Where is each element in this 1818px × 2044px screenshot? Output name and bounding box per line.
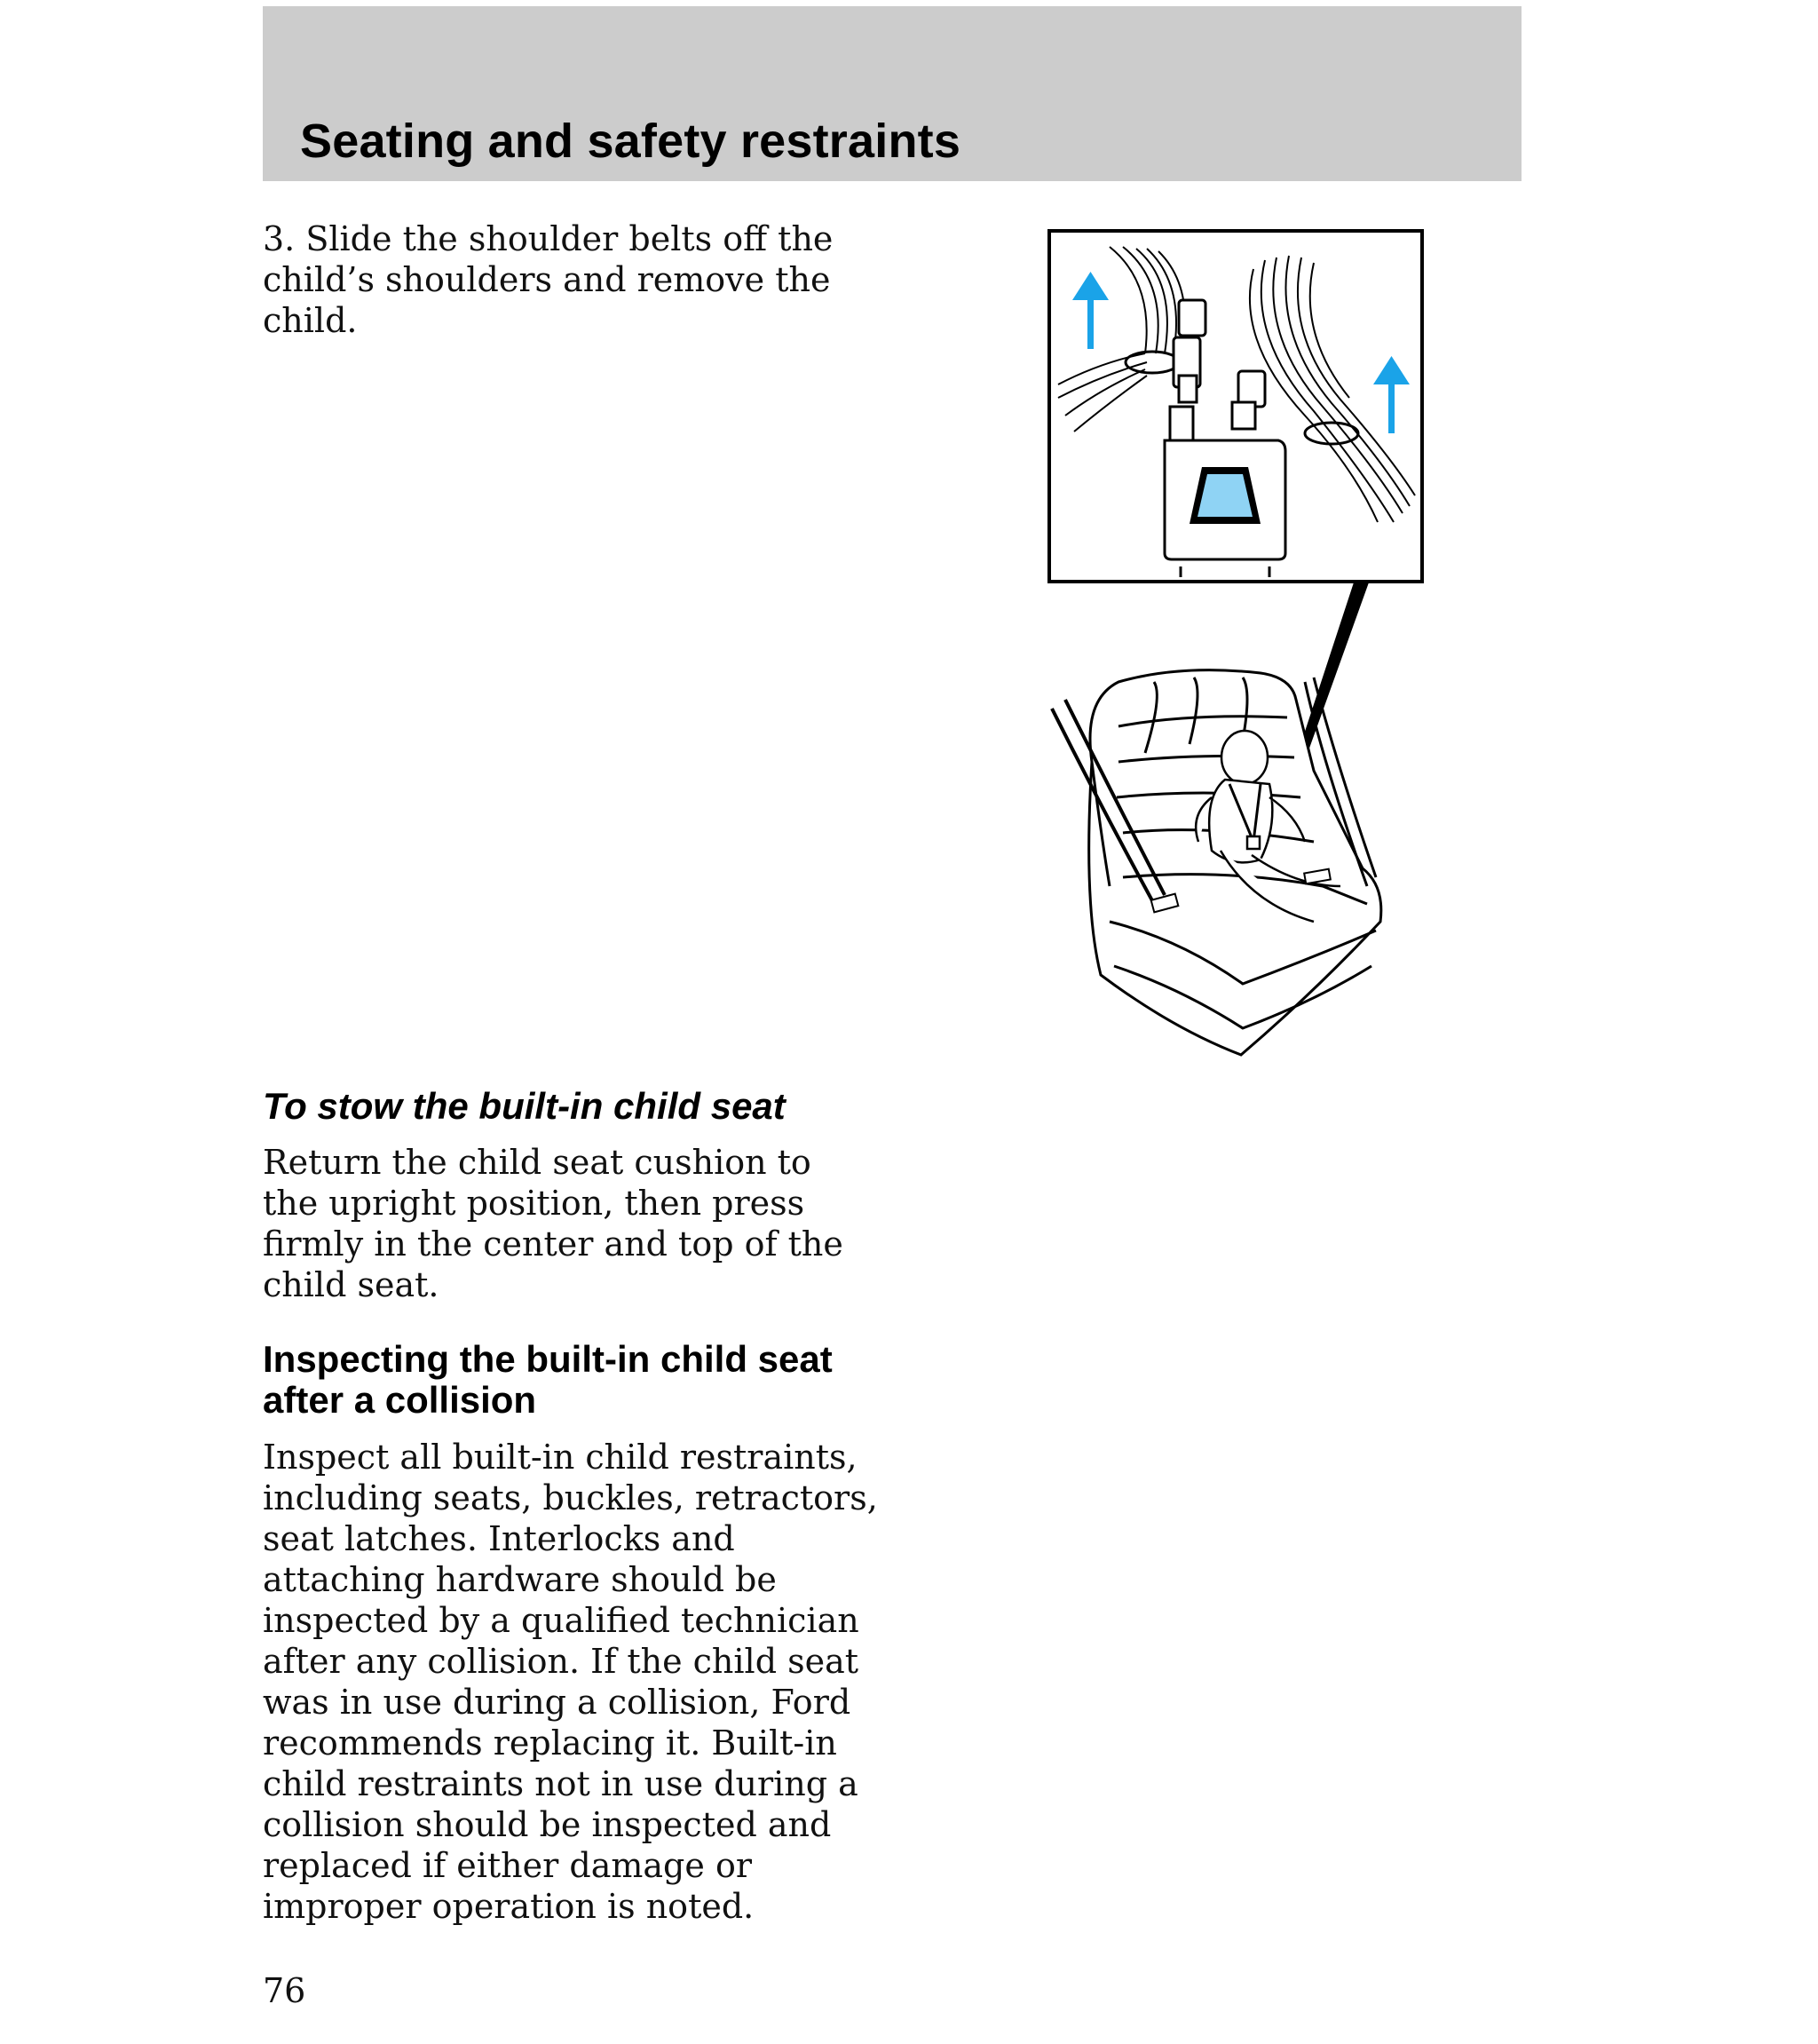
- inspect-line: attaching hardware should be: [263, 1560, 777, 1599]
- stow-line: the upright position, then press: [263, 1184, 805, 1223]
- inspect-line: Inspect all built-in child restraints,: [263, 1438, 858, 1477]
- inspect-line: was in use during a collision, Ford: [263, 1683, 851, 1722]
- stow-section-body: [263, 1142, 884, 1305]
- inspect-line: including seats, buckles, retractors,: [263, 1478, 878, 1517]
- header-bar: [263, 6, 1522, 181]
- inspect-line: collision should be inspected and: [263, 1805, 832, 1844]
- child-seat-illustration: [1047, 229, 1447, 1064]
- stow-line: firmly in the center and top of the: [263, 1224, 843, 1264]
- stow-section-heading: [263, 1085, 884, 1128]
- inspect-line: recommends replacing it. Built-in: [263, 1723, 837, 1763]
- inspect-line: after any collision. If the child seat: [263, 1642, 859, 1681]
- inspect-heading-line: Inspecting the built-in child seat: [263, 1338, 833, 1380]
- inspect-line: replaced if either damage or: [263, 1846, 752, 1885]
- page-number: 76: [263, 1971, 306, 2010]
- inspect-line: improper operation is noted.: [263, 1887, 755, 1926]
- stow-line: child seat.: [263, 1265, 439, 1304]
- inspect-section-body: [263, 1437, 884, 1927]
- step-3-line: child’s shoulders and remove the: [263, 260, 831, 299]
- inspect-heading-line: after a collision: [263, 1379, 537, 1421]
- stow-line: Return the child seat cushion to: [263, 1143, 811, 1182]
- rear-bench-seat: [1052, 670, 1381, 1055]
- stow-heading: To stow the built-in child seat: [263, 1085, 786, 1127]
- inspect-line: inspected by a qualified technician: [263, 1601, 859, 1640]
- inspect-section-heading: [263, 1339, 884, 1421]
- step-3-line: 3. Slide the shoulder belts off the: [263, 219, 834, 258]
- step-3-instruction: [263, 218, 884, 341]
- inspect-line: child restraints not in use during a: [263, 1764, 858, 1803]
- inspect-line: seat latches. Interlocks and: [263, 1519, 735, 1558]
- step-3-line: child.: [263, 301, 358, 340]
- page-title: Seating and safety restraints: [300, 115, 961, 168]
